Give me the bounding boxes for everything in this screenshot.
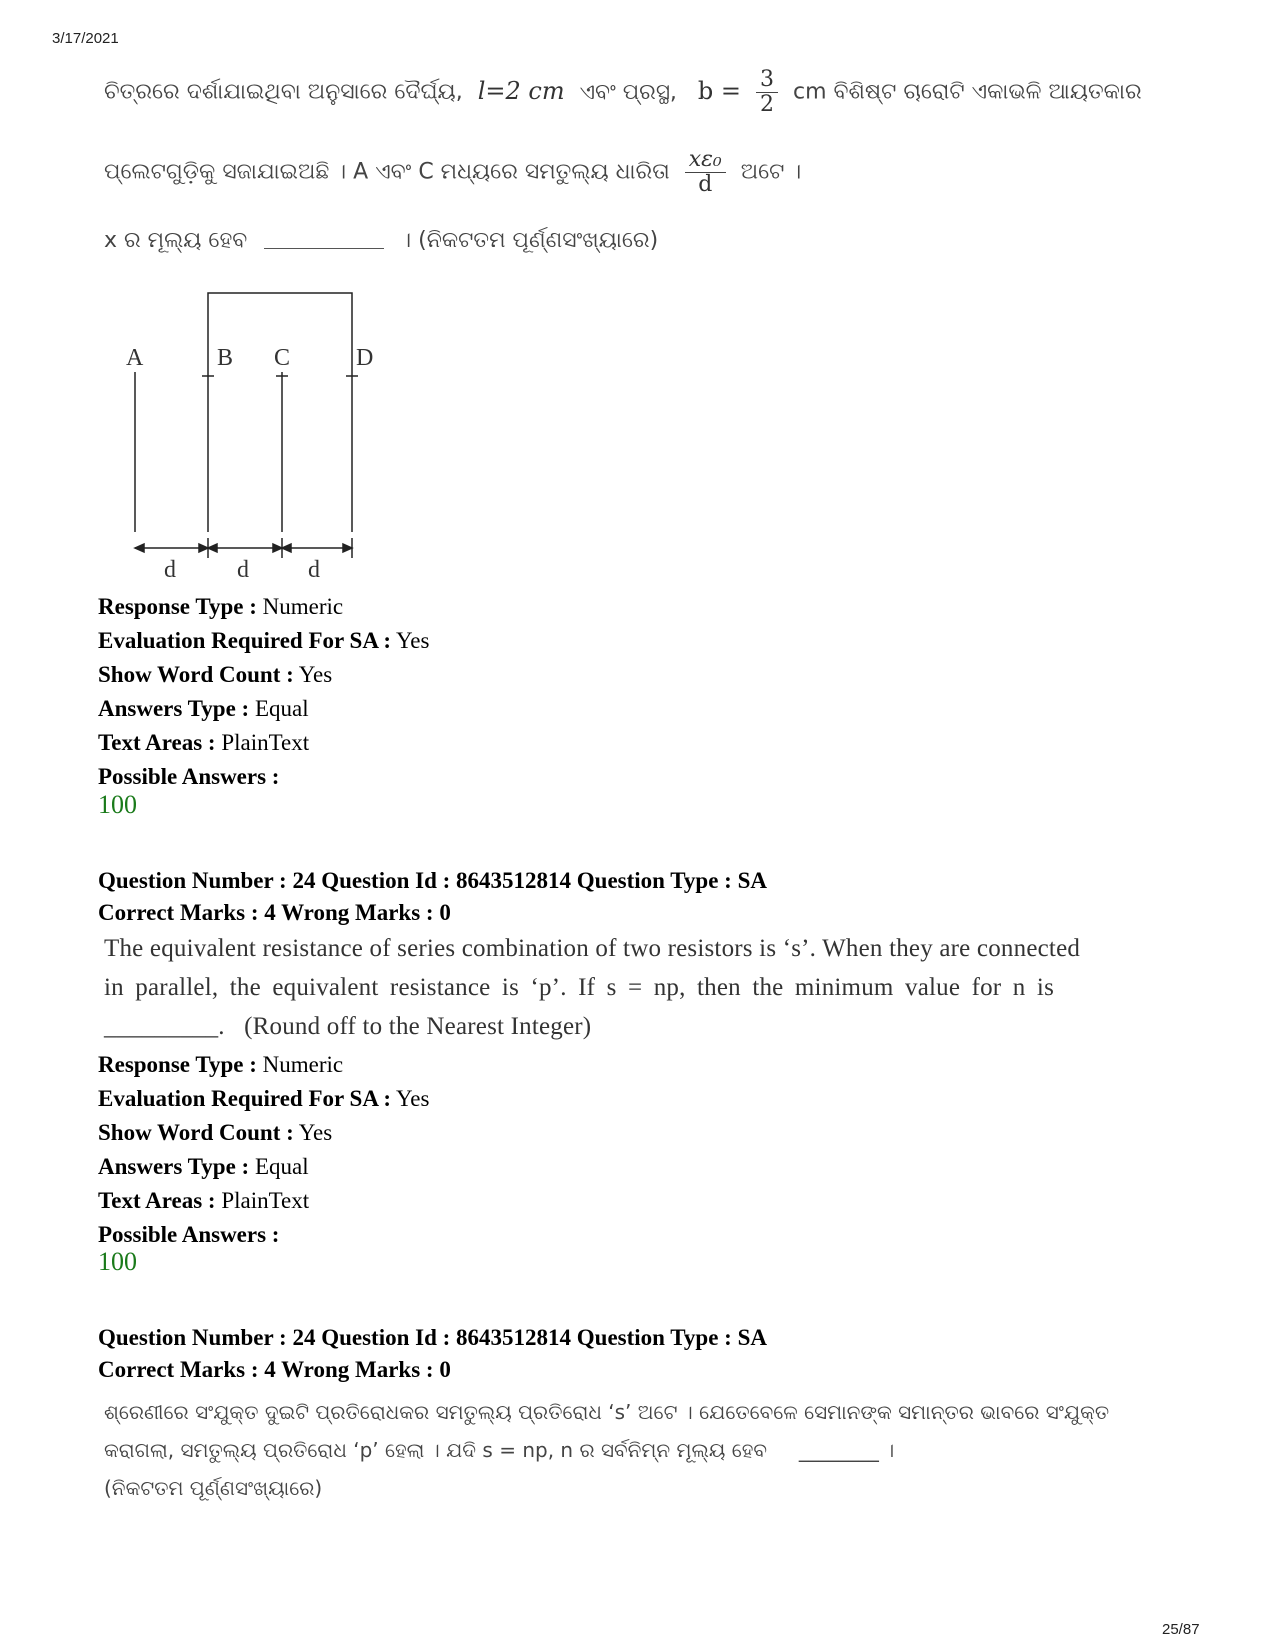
- q24-odia-question-text: [104, 1393, 1109, 1507]
- gap-label: d: [308, 557, 320, 583]
- meta-row: Answers Type : Equal: [98, 1154, 309, 1179]
- meta-row: Response Type : Numeric: [98, 594, 344, 619]
- breadth-expression: b =: [697, 76, 741, 105]
- answer-blank: _________.: [104, 1013, 225, 1040]
- fraction-numerator: 3: [756, 68, 778, 93]
- meta-row: Answers Type : Equal: [98, 696, 309, 721]
- q23-odia-line1: [104, 68, 1142, 117]
- page-number: 25/87: [1162, 1621, 1200, 1638]
- q23-metadata: [98, 590, 429, 794]
- gap-label: d: [164, 557, 176, 583]
- question-line: The equivalent resistance of series combination of two resistors is ‘s’. When they are connected: [104, 935, 1081, 962]
- breadth-fraction: [756, 68, 778, 117]
- capacitance-fraction: [685, 148, 726, 197]
- meta-row: Text Areas : PlainText: [98, 730, 310, 755]
- print-date: 3/17/2021: [52, 30, 119, 47]
- question-marks: Correct Marks : 4 Wrong Marks : 0: [98, 900, 451, 925]
- q23-odia-text: ଏବଂ ପ୍ରସ୍ଥ,: [579, 79, 677, 105]
- meta-row: Evaluation Required For SA : Yes: [98, 1086, 430, 1111]
- meta-row: Show Word Count : Yes: [98, 662, 333, 687]
- dimension-arrows: [135, 538, 352, 558]
- meta-row: Text Areas : PlainText: [98, 1188, 310, 1213]
- q23-odia-text: ଚିତ୍ରରେ ଦର୍ଶାଯାଇଥିବା ଅନୁସାରେ ଦୈର୍ଘ୍ୟ,: [104, 79, 463, 105]
- length-expression: l=2 cm: [477, 76, 565, 105]
- question-line: (ନିକଟତମ ପୂର୍ଣ୍ଣସଂଖ୍ୟାରେ): [104, 1476, 323, 1500]
- meta-row: Evaluation Required For SA : Yes: [98, 628, 430, 653]
- question-header: Question Number : 24 Question Id : 8643512814 Question Type : SA: [98, 1325, 767, 1350]
- possible-answer: 100: [98, 1247, 137, 1276]
- question-header: Question Number : 24 Question Id : 8643512814 Question Type : SA: [98, 868, 767, 893]
- meta-row: Show Word Count : Yes: [98, 1120, 333, 1145]
- q23-odia-text: ପ୍ଲେଟଗୁଡ଼ିକୁ ସଜାଯାଇଅଛି । A ଏବଂ C ମଧ୍ୟରେ ସମତୁଲ୍ୟ ଧାରିତା: [104, 159, 670, 185]
- answer-blank: ________ ।: [798, 1438, 895, 1462]
- q23-odia-line3: [104, 228, 658, 253]
- question-line: କରାଗଲା, ସମତୁଲ୍ୟ ପ୍ରତିରୋଧ ‘p’ ହେଲା । ଯଦି s = np, n ର ସର୍ବନିମ୍ନ ମୂଲ୍ୟ ହେବ ________ ।: [104, 1438, 895, 1462]
- capacitor-plates-diagram: [110, 280, 400, 590]
- q23-odia-text: cm ବିଶିଷ୍ଟ ଚାରୋଟି ଏକାଭଳି ଆୟତକାର: [792, 79, 1142, 105]
- possible-answer: 100: [98, 790, 137, 819]
- q23-odia-text: x ର ମୂଲ୍ୟ ହେବ: [104, 228, 248, 253]
- question-marks: Correct Marks : 4 Wrong Marks : 0: [98, 1357, 451, 1382]
- answer-blank: [264, 248, 384, 249]
- question-line: _________. (Round off to the Nearest Integer): [104, 1013, 592, 1040]
- plate-label-c: C: [274, 345, 291, 371]
- q23-odia-text: ଅଟେ ।: [740, 159, 802, 185]
- q23-odia-line2: [104, 148, 801, 197]
- fraction-numerator: xε₀: [685, 148, 726, 173]
- meta-row: Response Type : Numeric: [98, 1052, 344, 1077]
- plate-label-d: D: [356, 345, 374, 371]
- meta-row: Possible Answers :: [98, 764, 280, 789]
- meta-row: Possible Answers :: [98, 1222, 280, 1247]
- gap-label: d: [237, 557, 249, 583]
- question-line: in parallel, the equivalent resistance is ‘p’. If s = np, then the minimum value for n is: [104, 974, 1055, 1001]
- q24-metadata: [98, 1048, 429, 1252]
- fraction-denominator: 2: [759, 92, 774, 117]
- q23-odia-text: । (ନିକଟତମ ପୂର୍ଣ୍ଣସଂଖ୍ୟାରେ): [401, 228, 659, 253]
- question-line: ଶ୍ରେଣୀରେ ସଂଯୁକ୍ତ ଦୁଇଟି ପ୍ରତିରୋଧକର ସମତୁଲ୍ୟ ପ୍ରତିରୋଧ ‘s’ ଅଟେ । ଯେତେବେଳେ ସେମାନଙ୍କ ସମାନ୍ତର ଭାବରେ ସଂଯୁକ୍ତ: [104, 1400, 1110, 1424]
- plate-label-b: B: [217, 345, 234, 371]
- connecting-wire: [208, 293, 352, 532]
- q24-question-text: [104, 929, 1134, 1046]
- fraction-denominator: d: [698, 172, 713, 197]
- plate-label-a: A: [126, 345, 144, 371]
